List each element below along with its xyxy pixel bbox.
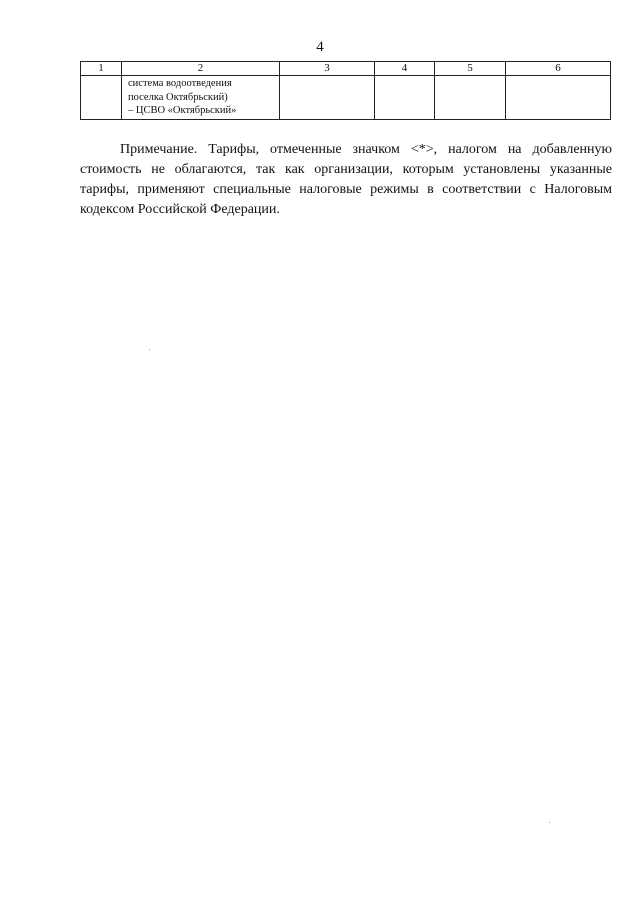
table-header-row [81,62,611,76]
page-number: 4 [316,39,324,55]
table-cell [81,76,122,120]
tariff-table [80,61,611,120]
table-cell [122,76,280,120]
column-header: 2 [122,62,280,76]
column-header: 3 [280,62,375,76]
note-paragraph: Примечание. Тарифы, отмеченные значком <*>, налогом на добавленную стоимость не облагаются, так как организации, которым установлены указанные тарифы, применяют специальные налоговые режимы в соответствии с Налоговым кодексом Российской Федерации. [80,142,612,217]
table-cell [506,76,611,120]
cell-text [81,76,121,77]
column-header: 6 [506,62,611,76]
table-row [81,76,611,120]
column-header: 5 [435,62,506,76]
cell-text [280,76,374,77]
cell-text [435,76,505,77]
table-cell [435,76,506,120]
cell-text [506,76,610,77]
cell-text [375,76,434,77]
table-cell [280,76,375,120]
cell-text: система водоотведения поселка Октябрьский) – ЦСВО «Октябрьский» [128,78,237,116]
column-header: 1 [81,62,122,76]
scan-speck [149,349,150,350]
table-cell [375,76,435,120]
column-header: 4 [375,62,435,76]
scan-speck [549,822,550,823]
